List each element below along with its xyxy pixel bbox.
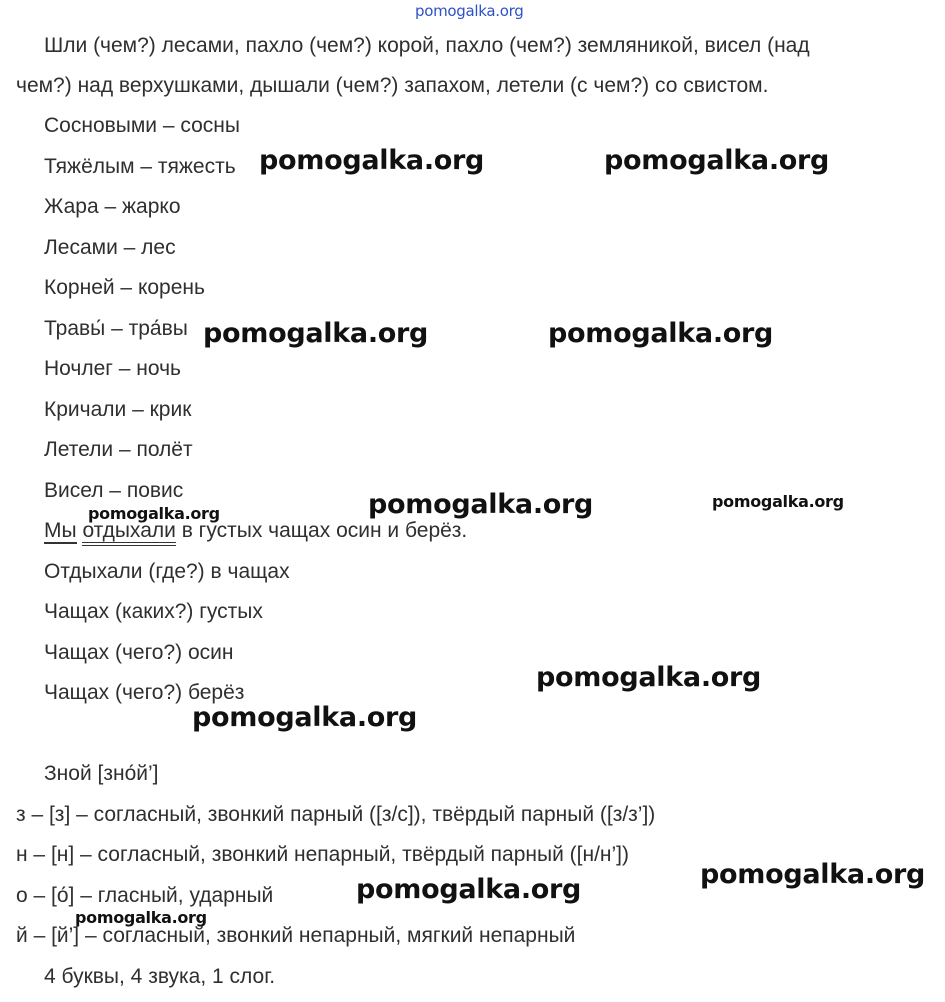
sentence-rest: в густых чащах осин и берёз.: [175, 519, 468, 542]
phonetic-letter-3: о – [о́] – гласный, ударный: [16, 884, 274, 907]
phonetic-letter-1: з – [з] – согласный, звонкий парный ([з/с]), твёрдый парный ([з/з’]): [16, 803, 656, 826]
question-2: Чащах (каких?) густых: [44, 600, 263, 623]
watermark-top: pomogalka.org: [415, 2, 524, 20]
watermark: pomogalka.org: [368, 489, 594, 520]
word-pair-3: Жара – жарко: [44, 195, 181, 218]
phonetic-letter-2: н – [н] – согласный, звонкий непарный, твёрдый парный ([н/н’]): [16, 843, 629, 866]
watermark: pomogalka.org: [536, 662, 762, 693]
watermark: pomogalka.org: [712, 492, 844, 511]
phonetic-word: Зной [зно́й’]: [44, 762, 159, 785]
word-pair-6: Травы́ – тра́вы: [44, 317, 188, 340]
watermark: pomogalka.org: [88, 504, 220, 523]
sentence-subject: Мы: [44, 519, 77, 542]
word-pair-4: Лесами – лес: [44, 236, 176, 259]
watermark: pomogalka.org: [548, 318, 774, 349]
word-pair-1: Сосновыми – сосны: [44, 114, 240, 137]
question-3: Чащах (чего?) осин: [44, 641, 234, 664]
watermark: pomogalka.org: [604, 145, 830, 176]
sentence-predicate: отдыхали: [82, 519, 175, 546]
word-pair-2: Тяжёлым – тяжесть: [44, 155, 236, 178]
watermark: pomogalka.org: [203, 318, 429, 349]
word-pair-5: Корней – корень: [44, 276, 205, 299]
watermark: pomogalka.org: [259, 145, 485, 176]
paragraph-line-2: чем?) над верхушками, дышали (чем?) запахом, летели (с чем?) со свистом.: [16, 74, 769, 97]
word-pair-7: Ночлег – ночь: [44, 357, 181, 380]
paragraph-line-1: Шли (чем?) лесами, пахло (чем?) корой, пахло (чем?) земляникой, висел (над: [44, 34, 810, 57]
question-1: Отдыхали (где?) в чащах: [44, 560, 290, 583]
word-pair-10: Висел – повис: [44, 479, 184, 502]
watermark: pomogalka.org: [192, 702, 418, 733]
watermark: pomogalka.org: [356, 874, 582, 905]
phonetic-letter-4: й – [й’] – согласный, звонкий непарный, мягкий непарный: [16, 924, 576, 947]
watermark: pomogalka.org: [75, 908, 207, 927]
question-4: Чащах (чего?) берёз: [44, 681, 245, 704]
word-pair-9: Летели – полёт: [44, 438, 193, 461]
word-pair-8: Кричали – крик: [44, 398, 192, 421]
phonetic-summary: 4 буквы, 4 звука, 1 слог.: [44, 965, 276, 988]
watermark: pomogalka.org: [700, 859, 926, 890]
